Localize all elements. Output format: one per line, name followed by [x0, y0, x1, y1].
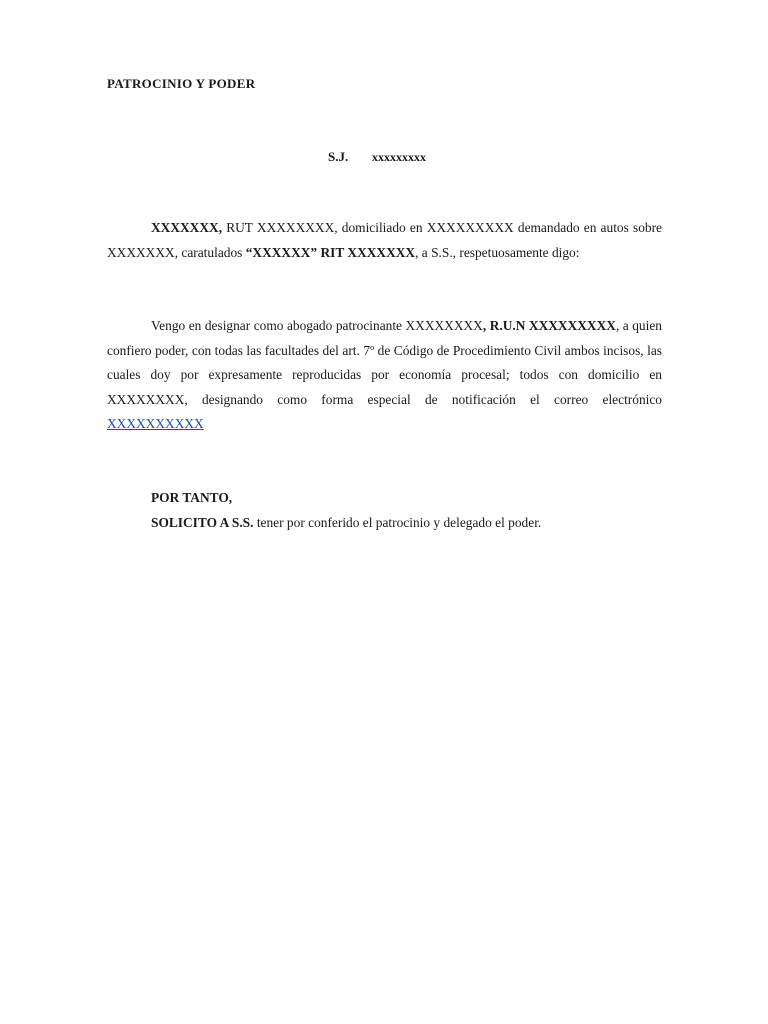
paragraph1-text-a: RUT XXXXXXXX, domiciliado en XXXXXXXXX demandado en autos sobre XXXXXXX, caratulados	[107, 220, 662, 260]
paragraph1-text-b: , a S.S., respetuosamente digo:	[415, 244, 580, 260]
sj-label: S.J.	[328, 149, 349, 164]
case-title: “XXXXXX” RIT XXXXXXX	[245, 244, 416, 260]
request-line	[151, 511, 541, 536]
run-label: , R.U.N XXXXXXXXX	[482, 318, 616, 333]
document-title: PATROCINIO Y PODER	[107, 76, 256, 91]
paragraph-appearance	[107, 216, 662, 265]
sj-line	[328, 149, 426, 165]
email-link[interactable]: XXXXXXXXXX	[107, 416, 204, 432]
paragraph2-text-a: Vengo en designar como abogado patrocinante XXXXXXXX	[151, 318, 483, 333]
paragraph2-text-b: , a quien confiero poder, con todas las facultades del art. 7º de Código de Procedimiento Civil ambos incisos, las cuales doy por expresamente reproducidas por economía procesal; todos con domicilio en XXXXXXXX, designando como forma especial de notificación el correo electrónico	[107, 318, 662, 407]
request-text: tener por conferido el patrocinio y delegado el poder.	[253, 514, 542, 530]
closing-block	[151, 486, 541, 535]
solicito-label: SOLICITO A S.S.	[151, 514, 254, 530]
por-tanto: POR TANTO,	[151, 490, 233, 505]
party-name: XXXXXXX,	[151, 220, 223, 235]
paragraph-designation	[107, 314, 662, 437]
sj-value: xxxxxxxxx	[372, 150, 426, 164]
